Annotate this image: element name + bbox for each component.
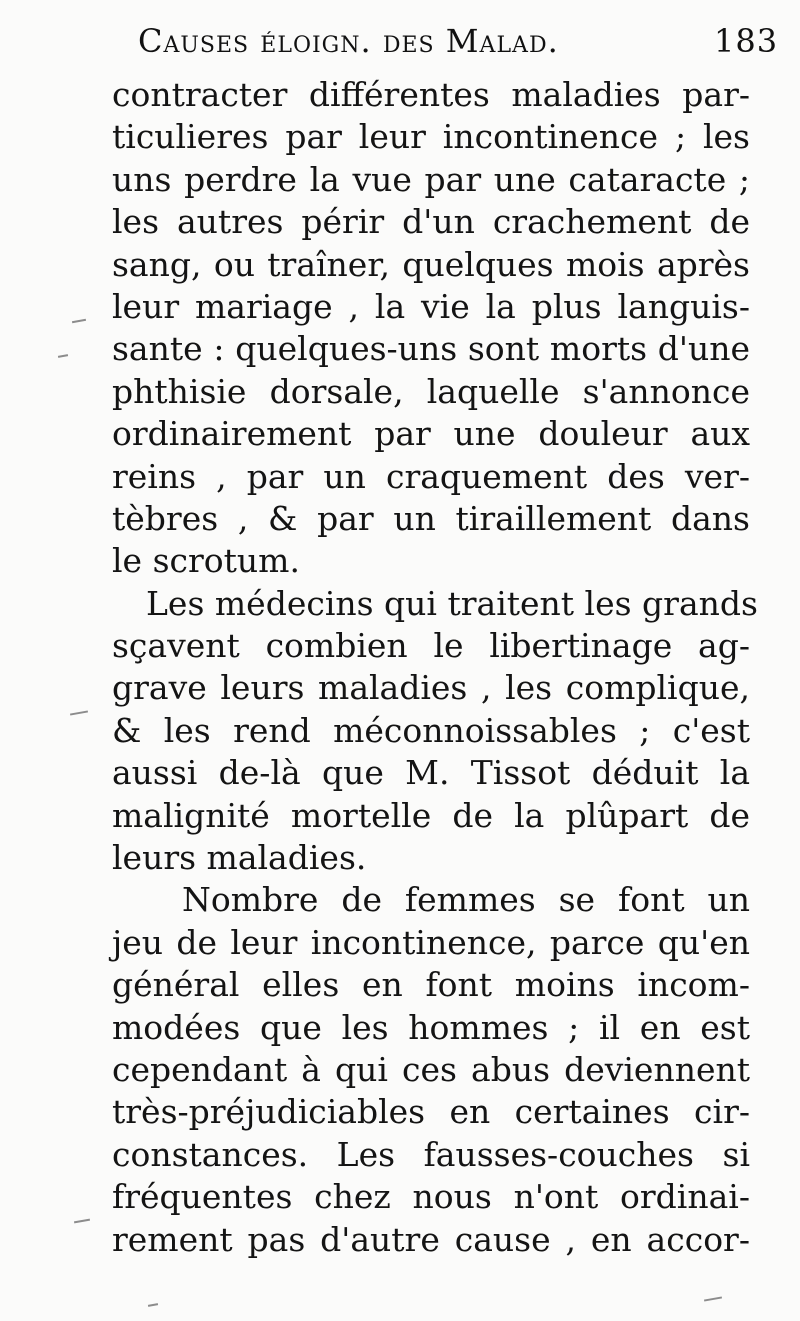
running-header <box>138 22 778 80</box>
margin-speck <box>58 354 68 358</box>
margin-speck <box>704 1296 722 1301</box>
margin-speck <box>74 1219 90 1224</box>
margin-speck <box>72 319 86 323</box>
text-line: rement pas d'autre cause , en accor- <box>112 1219 750 1259</box>
text-line: jeu de leur incontinence, parce qu'en <box>112 922 750 962</box>
margin-speck <box>148 1303 158 1307</box>
paragraph <box>112 879 750 1261</box>
text-line: les autres périr d'un crachement de <box>112 202 750 242</box>
paragraph <box>112 74 750 583</box>
text-line: malignité mortelle de la plûpart de <box>112 795 750 835</box>
text-line: leurs maladies. <box>112 838 367 878</box>
text-line: fréquentes chez nous n'ont ordinai- <box>112 1177 750 1217</box>
text-line: & les rend méconnoissables ; c'est <box>112 710 750 750</box>
text-line: cependant à qui ces abus deviennent <box>112 1049 750 1089</box>
page-number: 183 <box>714 22 779 60</box>
text-line: le scrotum. <box>112 541 300 581</box>
text-line: sante : quelques-uns sont morts d'une <box>112 329 750 369</box>
text-line: sçavent combien le libertinage ag- <box>112 626 750 666</box>
text-line: ticulieres par leur incontinence ; les <box>112 117 750 157</box>
body-text <box>112 74 758 1261</box>
text-line: Nombre de femmes se font un <box>182 880 750 920</box>
text-line: Les médecins qui traitent les grands <box>146 583 758 623</box>
text-line: modées que les hommes ; il en est <box>112 1007 750 1047</box>
text-line: constances. Les fausses-couches si <box>112 1134 750 1174</box>
text-line: leur mariage , la vie la plus languis- <box>112 286 750 326</box>
text-line: grave leurs maladies , les complique, <box>112 668 750 708</box>
text-line: général elles en font moins incom- <box>112 965 750 1005</box>
text-line: uns perdre la vue par une cataracte ; <box>112 159 750 199</box>
text-line: sang, ou traîner, quelques mois après <box>112 244 750 284</box>
text-line: ordinairement par une douleur aux <box>112 414 750 454</box>
text-line: contracter différentes maladies par- <box>112 75 750 114</box>
margin-speck <box>70 710 88 715</box>
running-title: Causes éloign. des Malad. <box>138 22 559 60</box>
text-line: très-préjudiciables en certaines cir- <box>112 1092 750 1132</box>
text-line: tèbres , & par un tiraillement dans <box>112 498 750 538</box>
paragraph <box>112 583 758 880</box>
text-line: reins , par un craquement des ver- <box>112 456 750 496</box>
text-line: phthisie dorsale, laquelle s'annonce <box>112 371 750 411</box>
text-line: aussi de-là que M. Tissot déduit la <box>112 753 750 793</box>
